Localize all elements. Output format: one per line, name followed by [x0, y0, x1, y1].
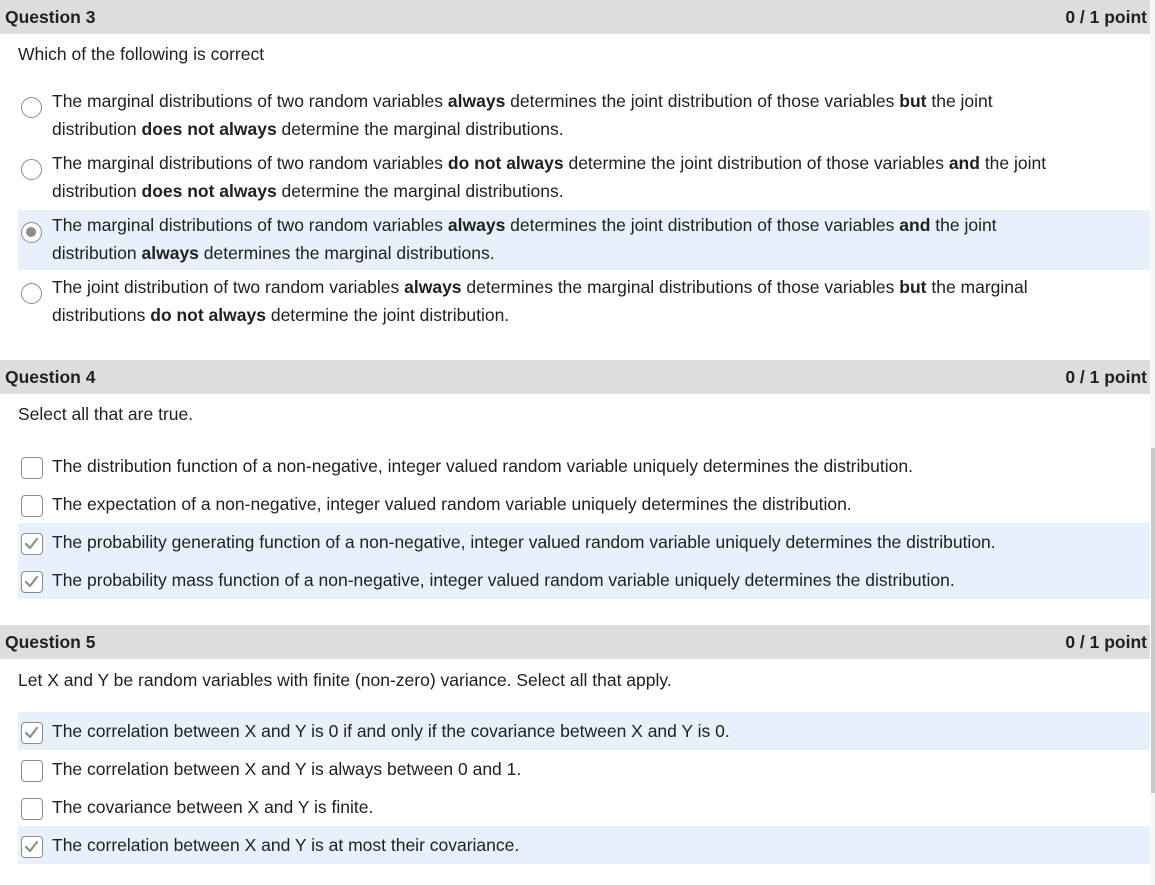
question-title: Question 5 [5, 631, 96, 652]
question-header [0, 360, 1150, 394]
checkbox-option-1[interactable]: The distribution function of a non-negative, integer valued random variable uniquely determines the distribution. [18, 452, 1150, 482]
radio-button[interactable] [21, 283, 42, 304]
checkmark-icon [24, 536, 39, 551]
radio-button-selected[interactable] [21, 222, 42, 243]
question-header [0, 0, 1150, 34]
question-points: 0 / 1 point [1065, 6, 1147, 27]
checkbox-option-3[interactable]: The covariance between X and Y is finite. [18, 793, 1150, 823]
radio-button[interactable] [21, 97, 42, 118]
radio-option-3[interactable]: The marginal distributions of two random variables always determines the joint distribution of those variables and the joint distribution always determines the marginal distributions. [18, 210, 1150, 270]
radio-button[interactable] [21, 159, 42, 180]
question-points: 0 / 1 point [1065, 366, 1147, 387]
checkbox-option-4[interactable]: The correlation between X and Y is at most their covariance. [18, 826, 1150, 864]
question-header [0, 625, 1150, 659]
checkmark-icon [24, 574, 39, 589]
checkbox-checked[interactable] [21, 571, 43, 593]
radio-option-4[interactable]: The joint distribution of two random variables always determines the marginal distributions of those variables but the marginal distributions do not always determine the joint distribution. [18, 273, 1150, 330]
question-3 [0, 0, 1150, 34]
radio-option-1[interactable]: The marginal distributions of two random variables always determines the joint distribution of those variables but the joint distribution does not always determine the marginal distributions. [18, 87, 1150, 144]
checkbox[interactable] [21, 760, 43, 782]
checkbox-option-4[interactable]: The probability mass function of a non-negative, integer valued random variable uniquely determines the distribution. [18, 561, 1150, 599]
question-prompt: Which of the following is correct [18, 44, 265, 64]
checkbox-checked[interactable] [21, 722, 43, 744]
checkmark-icon [24, 725, 39, 740]
checkbox-option-3[interactable]: The probability generating function of a non-negative, integer valued random variable uniquely determines the distribution. [18, 523, 1150, 561]
question-4 [0, 360, 1150, 394]
scrollbar-thumb[interactable] [1151, 448, 1155, 793]
question-prompt: Select all that are true. [18, 404, 194, 424]
checkbox-checked[interactable] [21, 533, 43, 555]
question-5 [0, 625, 1150, 659]
checkbox[interactable] [21, 798, 43, 820]
question-title: Question 4 [5, 366, 96, 387]
question-prompt: Let X and Y be random variables with finite (non-zero) variance. Select all that apply. [18, 670, 672, 690]
question-points: 0 / 1 point [1065, 631, 1147, 652]
checkbox[interactable] [21, 495, 43, 517]
checkbox[interactable] [21, 457, 43, 479]
checkbox-option-2[interactable]: The correlation between X and Y is always between 0 and 1. [18, 755, 1150, 785]
checkbox-option-1[interactable]: The correlation between X and Y is 0 if and only if the covariance between X and Y is 0. [18, 712, 1150, 750]
checkbox-checked[interactable] [21, 836, 43, 858]
checkmark-icon [24, 839, 39, 854]
checkbox-option-2[interactable]: The expectation of a non-negative, integer valued random variable uniquely determines the distribution. [18, 490, 1150, 520]
question-title: Question 3 [5, 6, 96, 27]
radio-option-2[interactable]: The marginal distributions of two random variables do not always determine the joint distribution of those variables and the joint distribution does not always determine the marginal distributions. [18, 149, 1150, 206]
